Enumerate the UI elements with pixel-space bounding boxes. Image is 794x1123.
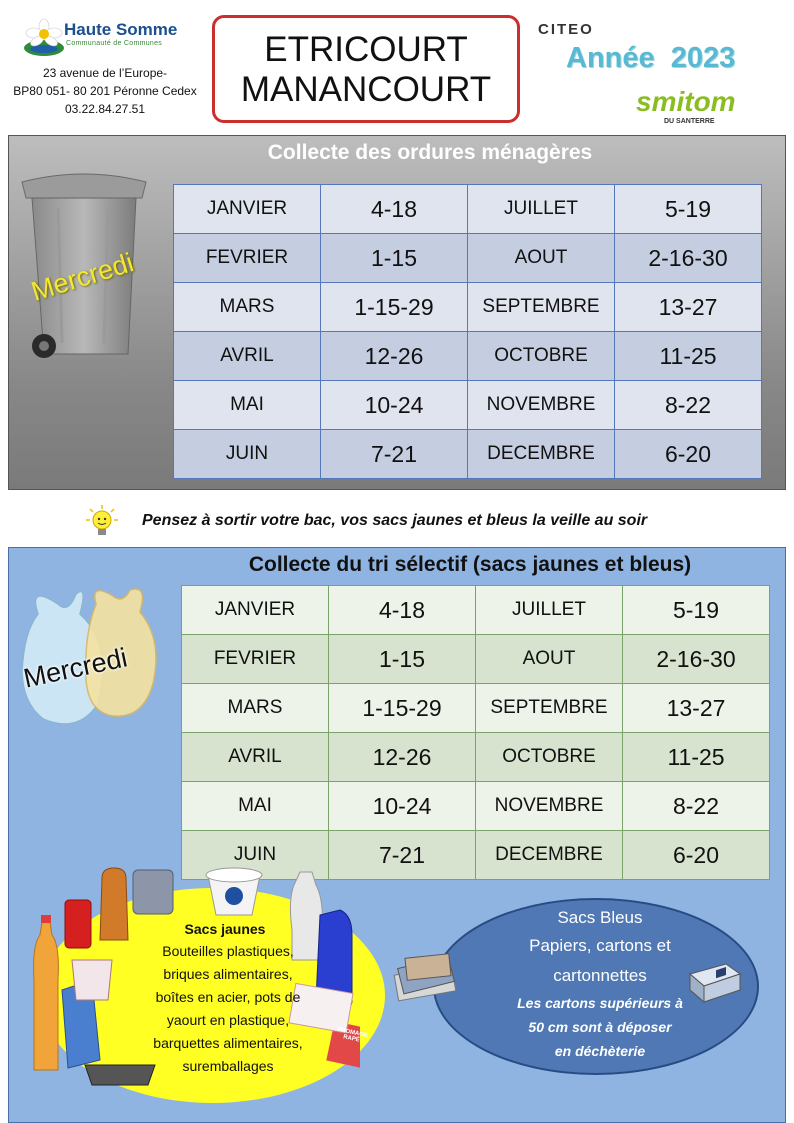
- product-label: FROMAGE RAPÉ: [336, 1026, 369, 1044]
- blue-bags-note: en déchèterie: [554, 1043, 646, 1059]
- month-cell: MAI: [174, 381, 321, 430]
- dates-cell: 8-22: [623, 782, 770, 831]
- month-cell: FEVRIER: [174, 234, 321, 283]
- month-cell: MAI: [182, 782, 329, 831]
- selective-sorting-calendar: [181, 585, 770, 880]
- dates-cell: 7-21: [329, 831, 476, 880]
- month-cell: NOVEMBRE: [468, 381, 615, 430]
- address-line-2: BP80 051- 80 201 Péronne Cedex: [13, 84, 197, 98]
- month-cell: JUILLET: [476, 586, 623, 635]
- newspapers-icon: [392, 952, 460, 1002]
- blue-bags-title: Sacs Bleus: [557, 908, 643, 927]
- dates-cell: 12-26: [321, 332, 468, 381]
- blue-bags-item: Papiers, cartons et: [529, 936, 671, 955]
- yellow-bags-item: barquettes alimentaires,: [153, 1035, 303, 1051]
- yellow-bags-item: Bouteilles plastiques,: [162, 943, 294, 959]
- dates-cell: 13-27: [615, 283, 762, 332]
- month-cell: AVRIL: [182, 733, 329, 782]
- month-cell: NOVEMBRE: [476, 782, 623, 831]
- calendar-row: [174, 234, 762, 283]
- collection-day-label: Mercredi: [27, 247, 137, 307]
- month-cell: FEVRIER: [182, 635, 329, 684]
- blue-bags-item: cartonnettes: [553, 966, 647, 985]
- month-cell: SEPTEMBRE: [476, 684, 623, 733]
- dates-cell: 8-22: [615, 381, 762, 430]
- calendar-row: [182, 782, 770, 831]
- month-cell: SEPTEMBRE: [468, 283, 615, 332]
- month-cell: DECEMBRE: [476, 831, 623, 880]
- calendar-row: [182, 635, 770, 684]
- dates-cell: 12-26: [329, 733, 476, 782]
- address-line-1: 23 avenue de l’Europe-: [42, 66, 168, 80]
- dates-cell: 1-15: [321, 234, 468, 283]
- dates-cell: 1-15-29: [329, 684, 476, 733]
- calendar-row: [174, 381, 762, 430]
- month-cell: MARS: [174, 283, 321, 332]
- dates-cell: 5-19: [615, 185, 762, 234]
- dates-cell: 6-20: [623, 831, 770, 880]
- month-cell: MARS: [182, 684, 329, 733]
- reminder-text: Pensez à sortir votre bac, vos sacs jaunes et bleus la veille au soir: [142, 512, 648, 529]
- dates-cell: 10-24: [321, 381, 468, 430]
- smitom-logo: smitom: [636, 86, 736, 117]
- household-waste-calendar: [173, 184, 762, 479]
- blue-bags-note: Les cartons supérieurs à: [517, 995, 683, 1011]
- dates-cell: 1-15: [329, 635, 476, 684]
- yellow-bags-item: yaourt en plastique,: [166, 1012, 290, 1028]
- dates-cell: 4-18: [321, 185, 468, 234]
- yellow-bags-item: suremballages: [182, 1058, 274, 1074]
- dates-cell: 11-25: [623, 733, 770, 782]
- yellow-bags-item: briques alimentaires,: [163, 966, 293, 982]
- yellow-bags-item: boîtes en acier, pots de: [155, 989, 301, 1005]
- month-cell: DECEMBRE: [468, 430, 615, 479]
- haute-somme-logo: [22, 18, 192, 66]
- yellow-bags-title: Sacs jaunes: [184, 921, 266, 937]
- dates-cell: 11-25: [615, 332, 762, 381]
- town-title-box: [212, 15, 520, 123]
- household-waste-title: Collecte des ordures ménagères: [267, 141, 593, 164]
- calendar-row: [182, 586, 770, 635]
- flower-logo-icon: [22, 18, 66, 58]
- light-bulb-icon: [84, 504, 120, 540]
- dates-cell: 4-18: [329, 586, 476, 635]
- citeo-logo: CITEO: [538, 21, 594, 38]
- month-cell: AOUT: [468, 234, 615, 283]
- month-cell: JANVIER: [182, 586, 329, 635]
- dates-cell: 10-24: [329, 782, 476, 831]
- month-cell: AOUT: [476, 635, 623, 684]
- smitom-subtitle: DU SANTERRE: [664, 118, 715, 125]
- year-title: Année 2023: [566, 42, 736, 74]
- dates-cell: 13-27: [623, 684, 770, 733]
- calendar-row: [174, 185, 762, 234]
- dates-cell: 6-20: [615, 430, 762, 479]
- dates-cell: 2-16-30: [615, 234, 762, 283]
- logo-subtitle: Communauté de Communes: [66, 40, 163, 47]
- town-title-line-1: ETRICOURT: [264, 30, 468, 69]
- calendar-row: [174, 283, 762, 332]
- calendar-row: [174, 430, 762, 479]
- month-cell: OCTOBRE: [468, 332, 615, 381]
- selective-sorting-title: Collecte du tri sélectif (sacs jaunes et bleus): [248, 553, 692, 576]
- address-phone: 03.22.84.27.51: [64, 102, 146, 116]
- month-cell: JUIN: [174, 430, 321, 479]
- month-cell: JUIN: [182, 831, 329, 880]
- dates-cell: 1-15-29: [321, 283, 468, 332]
- town-title-line-2: MANANCOURT: [240, 70, 492, 109]
- dates-cell: 2-16-30: [623, 635, 770, 684]
- month-cell: OCTOBRE: [476, 733, 623, 782]
- month-cell: JUILLET: [468, 185, 615, 234]
- sorting-day-label: Mercredi: [20, 642, 130, 694]
- dates-cell: 5-19: [623, 586, 770, 635]
- calendar-row: [182, 684, 770, 733]
- calendar-row: [182, 733, 770, 782]
- month-cell: AVRIL: [174, 332, 321, 381]
- calendar-row: [174, 332, 762, 381]
- logo-name: Haute Somme: [64, 20, 178, 39]
- dates-cell: 7-21: [321, 430, 468, 479]
- month-cell: JANVIER: [174, 185, 321, 234]
- blue-bags-note: 50 cm sont à déposer: [528, 1019, 672, 1035]
